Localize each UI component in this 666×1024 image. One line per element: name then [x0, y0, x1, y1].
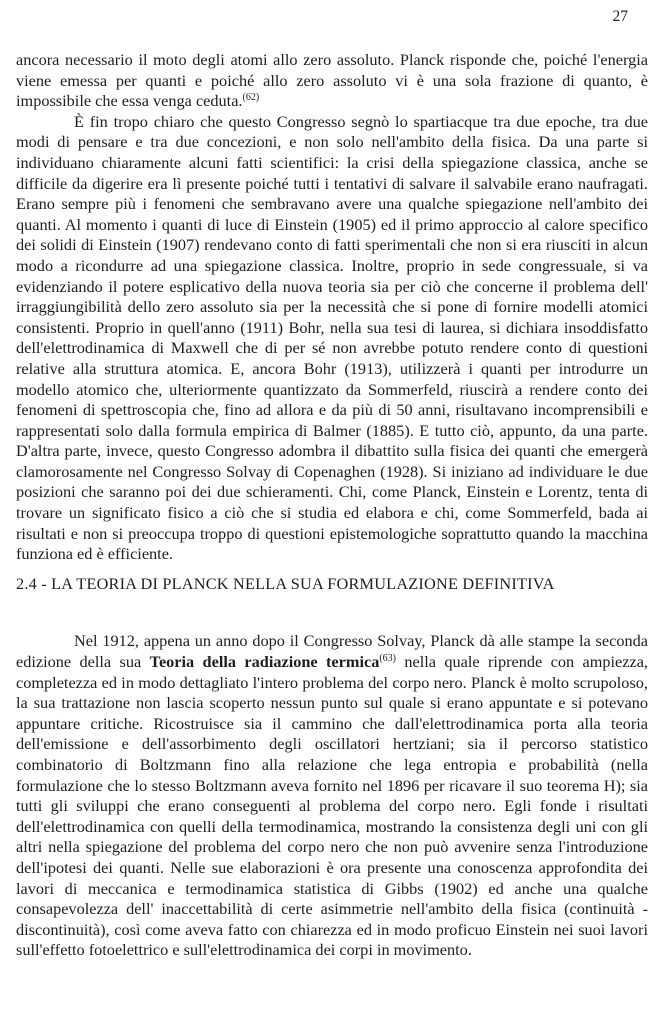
paragraph-congress-watershed — [16, 112, 648, 565]
paragraph-planck-second-edition — [16, 631, 648, 961]
page-number: 27 — [612, 8, 628, 25]
paragraph-text: nella quale riprende con ampiezza, completezza ed in modo dettagliato l'intero problema del corpo nero. Planck è molto scrupoloso, la sua trattazione non lascia scoperto nessun punto sul quale si erano appuntate e si potevano appuntare critiche. Ricostruisce sia il cammino che dall'elettrodinamica porta alla teoria dell'emissione e dell'assorbimento degli oscillatori hertziani; sia il percorso statistico combinatorio di Boltzmann fino alla relazione che lega entropia e probabilità (nella formulazione che lo stesso Boltzmann aveva fornito nel 1896 per ricavare il suo teorema H); sia tutti gli sviluppi che erano conseguenti al problema del corpo nero. Egli fonde i risultati dell'elettrodinamica con quelli della termodinamica, mostrando la consistenza degli uni con gli altri nella spiegazione del problema del corpo nero che non può avvenire senza l'introduzione dell'ipotesi dei quanti. Nelle sue elaborazioni è ora presente una conoscenza approfondita dei lavori di meccanica e termodinamica statistica di Gibbs (1902) ed anche una qualche consapevolezza dell' inaccettabilità di certe asimmetrie nell'ambito della fisica (continuità - discontinuità), così come aveva fatto con chiarezza ed in modo proficuo Einstein nei suoi lavori sull'effetto fotoelettrico e sull'elettrodinamica dei corpi in movimento. — [16, 652, 649, 960]
paragraph-text: Nel 1912, appena un anno dopo il Congresso Solvay, Planck dà alle stampe la seconda edizione della sua — [16, 631, 648, 672]
paragraph-zero-absolute — [16, 50, 648, 112]
footnote-ref-62: (62) — [242, 92, 260, 104]
paragraph-text: È fin tropo chiaro che questo Congresso segnò lo spartiacque tra due epoche, tra due modi di pensare e tra due concezioni, e non solo nell'ambito della fisica. Da una parte si individuano chiaramente alcuni fatti scientifici: la crisi della spiegazione classica, anche se difficile da digerire era lì presente poiché tutti i tentativi di salvare il salvabile erano naufragati. Erano sempre più i fenomeni che sembravano avere una qualche spiegazione nell'ambito dei quanti. Al momento i quanti di luce di Einstein (1905) ed il primo approccio al calore specifico dei solidi di Einstein (1907) rendevano conto di fatti sperimentali che non si era riusciti in alcun modo a ricondurre ad una spiegazione classica. Inoltre, proprio in sede congressuale, si va evidenziando il potere esplicativo della nuova teoria sia per ciò che concerne il problema dell' irraggiungibilità dello zero assoluto sia per la necessità che si pone di fornire modelli atomici consistenti. Proprio in quell'anno (1911) Bohr, nella sua tesi di laurea, si dichiara insoddisfatto dell'elettrodinamica di Maxwell che di per sé non avrebbe potuto rendere conto di questioni relative alla struttura atomica. E, ancora Bohr (1913), utilizzerà i quanti per introdurre un modello atomico che, ulteriormente quantizzato da Sommerfeld, riuscirà a rendere conto dei fenomeni di spettroscopia che, fino ad allora e da più di 50 anni, risultavano incomprensibili e rappresentati solo dalla formula empirica di Balmer (1885). E tutto ciò, appunto, da una parte. D'altra parte, invece, questo Congresso adombra il dibattito sulla fisica dei quanti che emergerà clamorosamente nel Congresso Solvay di Copenaghen (1928). Si iniziano ad individuare le due posizioni che saranno poi dei due schieramenti. Chi, come Planck, Einstein e Lorentz, tenta di trovare un significato fisico a ciò che si studia ed elabora e chi, come Sommerfeld, bada ai risultati e non si preoccupa troppo di questioni epistemologiche soprattutto quando la macchina funziona ed è efficiente. — [16, 111, 648, 564]
footnote-ref-63: (63) — [379, 653, 397, 665]
page-body — [16, 50, 648, 961]
section-heading: 2.4 - LA TEORIA DI PLANCK NELLA SUA FORMULAZIONE DEFINITIVA — [16, 573, 555, 593]
paragraph-text: ancora necessario il moto degli atomi allo zero assoluto. Planck risponde che, poiché l'energia viene emessa per quanti e poiché allo zero assoluto vi è una sola frazione di quanto, è impossibile che essa venga ceduta. — [16, 50, 648, 111]
book-title: Teoria della radiazione termica — [149, 652, 380, 672]
